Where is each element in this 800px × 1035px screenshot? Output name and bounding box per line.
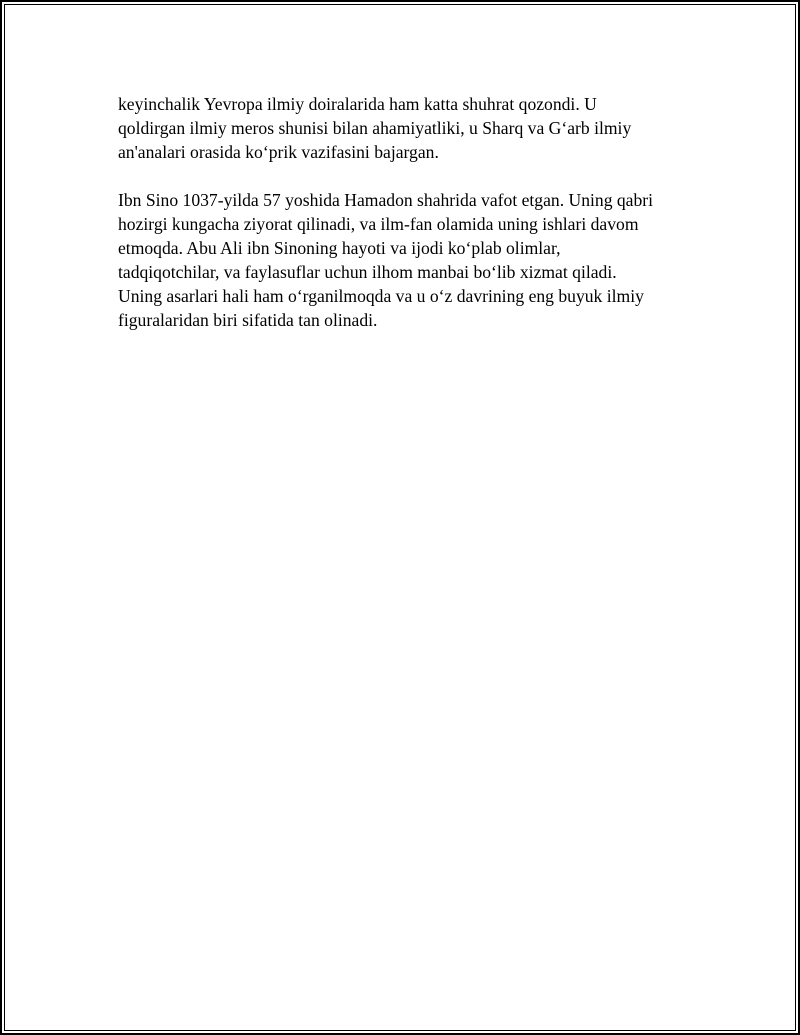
text-line: an'analari orasida ko‘prik vazifasini bajargan. bbox=[118, 142, 439, 162]
text-line: Uning asarlari hali ham o‘rganilmoqda va u o‘z davrining eng buyuk ilmiy bbox=[118, 286, 644, 306]
paragraph-2 bbox=[118, 188, 698, 332]
text-line: qoldirgan ilmiy meros shunisi bilan ahamiyatliki, u Sharq va G‘arb ilmiy bbox=[118, 118, 632, 138]
text-line: tadqiqotchilar, va faylasuflar uchun ilhom manbai bo‘lib xizmat qiladi. bbox=[118, 262, 617, 282]
text-line: Ibn Sino 1037-yilda 57 yoshida Hamadon shahrida vafot etgan. Uning qabri bbox=[118, 190, 654, 210]
text-line: etmoqda. Abu Ali ibn Sinoning hayoti va ijodi ko‘plab olimlar, bbox=[118, 238, 561, 258]
text-line: keyinchalik Yevropa ilmiy doiralarida ham katta shuhrat qozondi. U bbox=[118, 94, 597, 114]
text-line: figuralaridan biri sifatida tan olinadi. bbox=[118, 310, 378, 330]
paragraph-1 bbox=[118, 92, 698, 164]
text-line: hozirgi kungacha ziyorat qilinadi, va ilm-fan olamida uning ishlari davom bbox=[118, 214, 639, 234]
document-body bbox=[118, 92, 698, 332]
